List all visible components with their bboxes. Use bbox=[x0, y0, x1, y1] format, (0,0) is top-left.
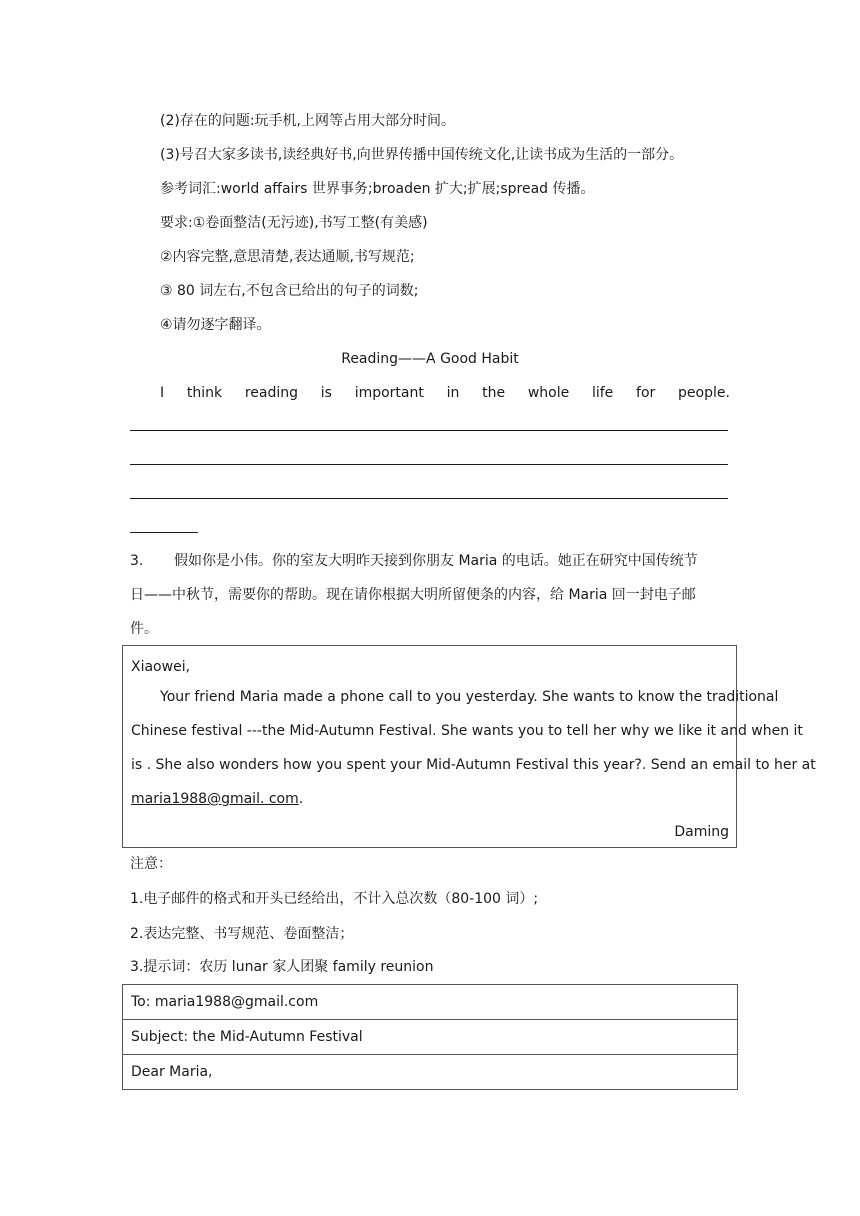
answer-line[interactable] bbox=[130, 498, 728, 499]
memo-signature: Daming bbox=[674, 824, 729, 840]
word: life bbox=[591, 385, 614, 401]
answer-line[interactable] bbox=[130, 464, 728, 465]
item-2: (2)存在的问题:玩手机,上网等占用大部分时间。 bbox=[160, 113, 455, 129]
email-greeting[interactable]: Dear Maria, bbox=[123, 1055, 738, 1090]
word: people. bbox=[678, 385, 730, 401]
memo-email-link[interactable]: maria1988@gmail. com bbox=[131, 791, 299, 807]
question-number: 3. bbox=[130, 553, 144, 569]
word: whole bbox=[527, 385, 570, 401]
requirement-1: 要求:①卷面整洁(无污迹),书写工整(有美感) bbox=[160, 215, 428, 231]
word: think bbox=[186, 385, 223, 401]
note-3: 3.提示词：农历 lunar 家人团聚 family reunion bbox=[130, 959, 434, 975]
note-2: 2.表达完整、书写规范、卷面整洁； bbox=[130, 926, 354, 942]
prompt-line-1: 假如你是小伟。你的室友大明昨天接到你朋友 Maria 的电话。她正在研究中国传统节 bbox=[174, 553, 698, 569]
essay-title: Reading——A Good Habit bbox=[341, 351, 519, 367]
memo-email-line bbox=[131, 790, 303, 808]
requirement-3: ③ 80 词左右,不包含已给出的句子的词数; bbox=[160, 283, 419, 299]
item-3: (3)号召大家多读书,读经典好书,向世界传播中国传统文化,让读书成为生活的一部分。 bbox=[160, 147, 684, 163]
requirement-2: ②内容完整,意思清楚,表达通顺,书写规范; bbox=[160, 249, 415, 265]
word: I bbox=[160, 385, 165, 401]
email-subject[interactable]: Subject: the Mid-Autumn Festival bbox=[123, 1020, 738, 1055]
answer-line[interactable] bbox=[130, 430, 728, 431]
email-form bbox=[122, 984, 738, 1090]
notes-title: 注意： bbox=[130, 856, 172, 872]
word: the bbox=[482, 385, 506, 401]
word: reading bbox=[244, 385, 299, 401]
word: for bbox=[636, 385, 656, 401]
memo-line-2: Chinese festival ---the Mid-Autumn Festival. She wants you to tell her why we like it and when it bbox=[131, 723, 803, 739]
requirement-4: ④请勿逐字翻译。 bbox=[160, 317, 271, 333]
memo-line-3: is . She also wonders how you spent your Mid-Autumn Festival this year?. Send an email to her at bbox=[131, 757, 816, 773]
memo-salutation: Xiaowei, bbox=[131, 659, 191, 675]
memo-period: . bbox=[298, 791, 304, 807]
prompt-line-2: 日——中秋节，需要你的帮助。现在请你根据大明所留便条的内容，给 Maria 回一封电子邮 bbox=[130, 587, 696, 603]
word: is bbox=[320, 385, 332, 401]
word: in bbox=[446, 385, 460, 401]
memo-box bbox=[122, 645, 816, 848]
email-to[interactable]: To: maria1988@gmail.com bbox=[123, 985, 738, 1020]
prompt-line-3: 件。 bbox=[130, 621, 158, 637]
answer-line[interactable] bbox=[130, 532, 198, 533]
first-sentence bbox=[160, 384, 730, 402]
word: important bbox=[354, 385, 424, 401]
note-1: 1.电子邮件的格式和开头已经给出，不计入总次数（80-100 词）; bbox=[130, 891, 539, 907]
vocabulary-line: 参考词汇:world affairs 世界事务;broaden 扩大;扩展;spread 传播。 bbox=[160, 181, 595, 197]
memo-line-1: Your friend Maria made a phone call to you yesterday. She wants to know the traditional bbox=[160, 689, 779, 705]
